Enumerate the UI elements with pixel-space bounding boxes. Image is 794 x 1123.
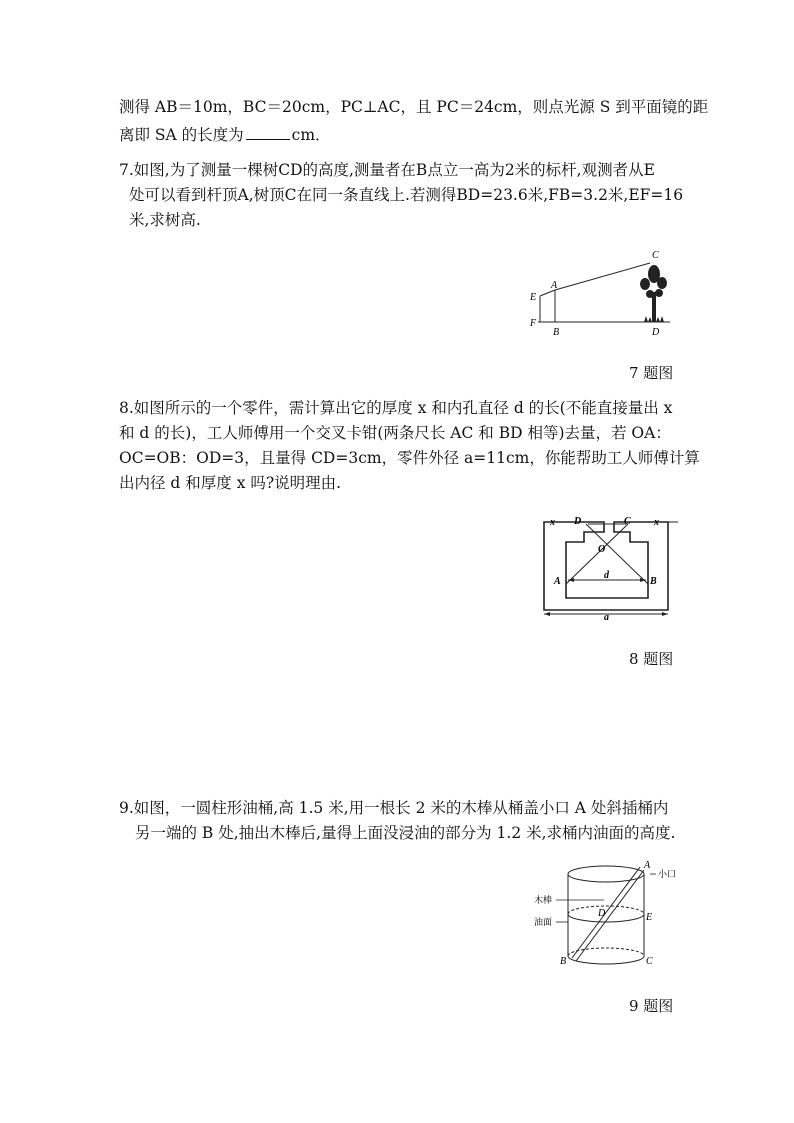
p6-line-2 [119,125,331,145]
p7-label-d: D [652,327,660,338]
p8-line-1: 8.如图所示的一个零件，需计算出它的厚度 x 和内孔直径 d 的长(不能直接量出 x [119,399,673,417]
p8-label-c-point: C [624,516,631,527]
p8-label-a-dim: a [604,612,609,620]
p7-sight-line [555,263,650,290]
p7-line-1: 7.如图,为了测量一棵树CD的高度,测量者在B点立一高为2米的标杆,观测者从E [119,161,655,179]
p8-line-4: 出内径 d 和厚度 x 吗?说明理由. [119,474,342,492]
p9-stick-2 [576,870,644,961]
p9-line-1: 9.如图，一圆柱形油桶,高 1.5 米,用一根长 2 米的木棒从桶盖小口 A 处斜插桶内 [119,799,669,817]
p8-label-a-point: A [554,576,561,587]
p9-top-ellipse [568,866,644,882]
p7-caption: 7 题图 [629,364,674,382]
p8-line-3: OC=OB：OD=3，且量得 CD=3cm，零件外径 a=11cm，你能帮助工人师傅计算 [119,449,700,467]
p8-caliper-bd [586,524,648,584]
tree-icon [640,265,667,322]
p7-label-f: F [530,318,537,329]
p9-label-oil: 油面 [534,917,553,927]
p8-label-d-dim: d [604,570,609,581]
p9-label-small-mouth: 小口 [658,869,677,879]
p9-line-2: 另一端的 B 处,抽出木棒后,量得上面没浸油的部分为 1.2 米,求桶内油面的高度. [135,824,676,842]
p9-caption: 9 题图 [629,997,674,1015]
p9-label-b: B [560,956,567,967]
p9-label-stick: 木棒 [534,895,553,905]
p7-line-2: 处可以看到杆顶A,树顶C在同一条直线上.若测得BD=23.6米,FB=3.2米,EF=16 [129,186,684,204]
p6-line-2-text: 离即 SA 的长度为 [119,126,244,144]
p8-a-arrow-left [544,612,550,616]
p8-a-arrow-right [662,612,668,616]
p8-part-outline [544,522,668,610]
p8-label-x-left: x [550,517,555,528]
p9-figure [532,858,690,970]
p7-label-b: B [553,327,560,338]
p7-label-e: E [530,292,537,303]
p6-line-2-unit: cm． [291,126,331,144]
p7-line-3: 米,求树高. [129,211,201,229]
p9-bottom-back [568,948,644,956]
p7-label-c: C [652,250,659,261]
p8-label-d-point: D [574,516,582,527]
p8-caption: 8 题图 [629,650,674,668]
p9-label-d: D [598,908,606,919]
p8-figure [536,512,686,620]
p7-label-a: A [551,280,558,291]
answer-blank [246,125,290,140]
p9-label-e: E [646,912,653,923]
p9-label-a: A [644,860,651,871]
p8-caliper-ac [566,524,628,584]
p9-label-c: C [646,956,653,967]
p7-figure [526,248,674,340]
p8-label-b-point: B [650,576,657,587]
p8-label-x-right: x [654,517,659,528]
p8-label-o: O [598,544,606,555]
p6-line-1: 测得 AB＝10m，BC＝20cm，PC⊥AC，且 PC＝24cm，则点光源 S 到平面镜的距 [119,98,709,116]
p8-line-2: 和 d 的长)，工人师傅用一个交叉卡钳(两条尺长 AC 和 BD 相等)去量，若 OA： [119,424,671,442]
